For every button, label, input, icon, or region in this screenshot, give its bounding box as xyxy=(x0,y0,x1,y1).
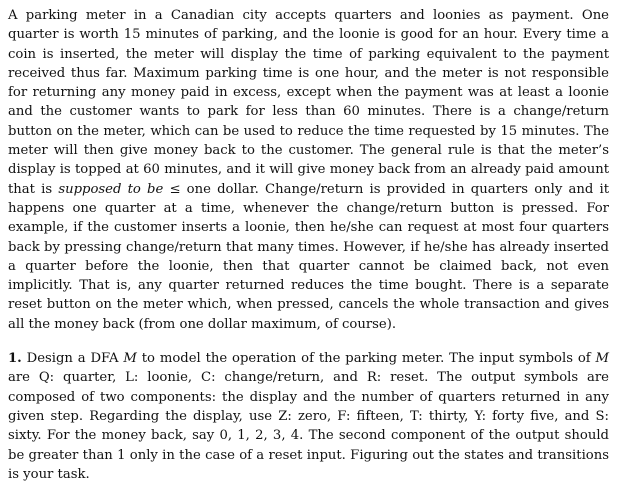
question-number: 1. xyxy=(8,351,22,367)
intro-text-part2: ≤ one dollar. Change/return is provided in quarters only and it happens one quarter at a time, whenever the change/return button is pressed. For example, if the customer inserts a loonie, then he/she can request at most four quarters back by pressing change/return that many times. However, if he/she has already inserted a quarter before the loonie, then that quarter cannot be claimed back, not even implicitly. That is, any quarter returned reduces the time bought. There is a separate reset button on the meter which, when pressed, cancels the whole transaction and gives all the money back (from one dollar maximum, of course). xyxy=(8,181,610,332)
question-paragraph xyxy=(8,349,609,484)
intro-emphasis: supposed to be xyxy=(58,181,164,197)
question-text-part3: are Q: quarter, L: loonie, C: change/return, and R: reset. The output symbols are composed of two components: the display and the number of quarters returned in any given step. Regarding the display, use Z: zero, F: fifteen, T: thirty, Y: forty five, and S: sixty. For the money back, say 0, 1, 2, 3, 4. The second component of the output should be greater than 1 only in the case of a reset input. Figuring out the states and transitions is your task. xyxy=(8,370,609,482)
document-page xyxy=(8,6,609,484)
question-text-part2: to model the operation of the parking meter. The input symbols of xyxy=(136,351,596,367)
intro-paragraph xyxy=(8,6,609,334)
question-text-part1: Design a DFA xyxy=(21,351,124,367)
question-var-m-1: M xyxy=(123,351,137,367)
intro-text-part1: A parking meter in a Canadian city accepts quarters and loonies as payment. One quarter is worth 15 minutes of parking, and the loonie is good for an hour. Every time a coin is inserted, the meter will display the time of parking equivalent to the payment received thus far. Maximum parking time is one hour, and the meter is not responsible for returning any money paid in excess, except when the payment was at least a loonie and the customer wants to park for less than 60 minutes. There is a change/return button on the meter, which can be used to reduce the time requested by 15 minutes. The meter will then give money back to the customer. The general rule is that the meter’s display is topped at 60 minutes, and it will give money back from an already paid amount that is xyxy=(8,8,609,197)
question-var-m-2: M xyxy=(595,351,609,367)
